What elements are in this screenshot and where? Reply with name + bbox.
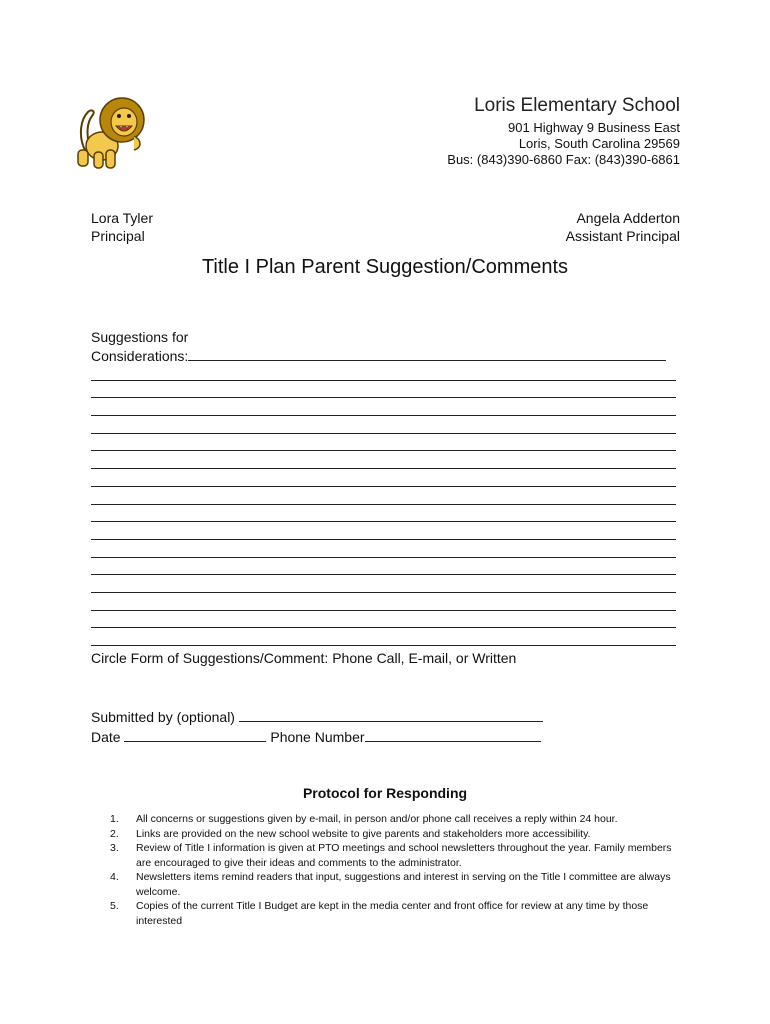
suggestions-line-2: Considerations: bbox=[91, 348, 189, 364]
protocol-item-number: 3. bbox=[110, 842, 119, 854]
protocol-item bbox=[110, 870, 680, 899]
protocol-list bbox=[110, 812, 680, 928]
principal-name: Lora Tyler bbox=[91, 210, 153, 226]
submitted-by-field[interactable] bbox=[239, 707, 543, 722]
form-title: Title I Plan Parent Suggestion/Comments bbox=[201, 256, 569, 278]
assistant-title: Assistant Principal bbox=[565, 228, 680, 244]
write-line[interactable] bbox=[91, 593, 676, 611]
write-line[interactable] bbox=[91, 540, 676, 558]
date-field[interactable] bbox=[124, 727, 266, 742]
suggestions-write-area[interactable] bbox=[91, 363, 676, 646]
assistant-principal-block bbox=[566, 209, 680, 245]
principal-title: Principal bbox=[91, 228, 145, 244]
protocol-item-text: Links are provided on the new school website to give parents and stakeholders more accessibility. bbox=[136, 827, 591, 840]
school-name: Loris Elementary School bbox=[474, 95, 680, 116]
write-line[interactable] bbox=[91, 611, 676, 629]
write-line[interactable] bbox=[91, 434, 676, 452]
write-line[interactable] bbox=[91, 381, 676, 399]
suggestions-line-1: Suggestions for bbox=[91, 329, 189, 345]
protocol-item bbox=[110, 812, 680, 827]
submitter-section bbox=[91, 707, 543, 747]
protocol-item-text: Copies of the current Title I Budget are kept in the media center and front office for review at any time by those interested bbox=[136, 900, 649, 927]
school-header bbox=[447, 95, 680, 168]
principal-block bbox=[91, 209, 153, 245]
lion-mascot-icon bbox=[72, 90, 148, 170]
suggestions-first-blank[interactable] bbox=[188, 346, 666, 361]
address-line-1: 901 Highway 9 Business East bbox=[508, 120, 680, 135]
suggestions-label bbox=[91, 328, 666, 365]
write-line[interactable] bbox=[91, 522, 676, 540]
submitted-by-label: Submitted by (optional) bbox=[91, 709, 235, 725]
protocol-title: Protocol for Responding bbox=[302, 785, 468, 801]
circle-form-instruction: Circle Form of Suggestions/Comment: Phone Call, E-mail, or Written bbox=[91, 650, 517, 666]
protocol-item-number: 2. bbox=[110, 827, 119, 840]
write-line[interactable] bbox=[91, 505, 676, 523]
write-line[interactable] bbox=[91, 363, 676, 381]
write-line[interactable] bbox=[91, 398, 676, 416]
address-line-2: Loris, South Carolina 29569 bbox=[518, 136, 680, 151]
date-label: Date bbox=[91, 729, 121, 745]
write-line[interactable] bbox=[91, 451, 676, 469]
phone-field[interactable] bbox=[365, 727, 541, 742]
protocol-item-number: 5. bbox=[110, 900, 119, 912]
protocol-item-number: 1. bbox=[110, 813, 119, 825]
write-line[interactable] bbox=[91, 628, 676, 646]
phone-label: Phone Number bbox=[270, 729, 365, 745]
protocol-item bbox=[110, 899, 680, 928]
write-line[interactable] bbox=[91, 575, 676, 593]
write-line[interactable] bbox=[91, 416, 676, 434]
protocol-item-text: Newsletters items remind readers that input, suggestions and interest in serving on the Title I committee are always welcome. bbox=[136, 871, 671, 898]
assistant-name: Angela Adderton bbox=[576, 210, 680, 226]
protocol-item bbox=[110, 827, 680, 842]
contact-line: Bus: (843)390-6860 Fax: (843)390-6861 bbox=[447, 152, 680, 167]
protocol-item-number: 4. bbox=[110, 871, 119, 883]
write-line[interactable] bbox=[91, 487, 676, 505]
write-line[interactable] bbox=[91, 558, 676, 576]
write-line[interactable] bbox=[91, 469, 676, 487]
protocol-item bbox=[110, 841, 680, 870]
protocol-item-text: Review of Title I information is given at PTO meetings and school newsletters throughout the year. Family members are encouraged to give their ideas and comments to the administrator. bbox=[136, 842, 672, 869]
protocol-item-text: All concerns or suggestions given by e-mail, in person and/or phone call receives a reply within 24 hour. bbox=[136, 813, 618, 825]
